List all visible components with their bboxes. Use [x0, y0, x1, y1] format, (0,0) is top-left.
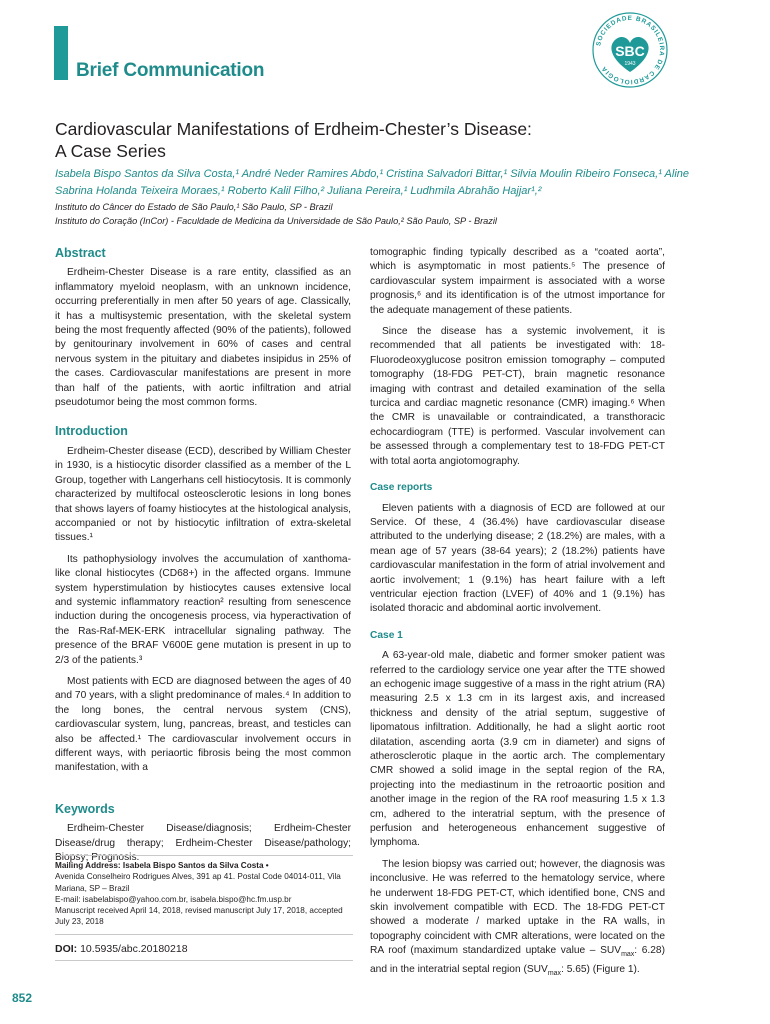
page-number: 852 — [12, 991, 33, 1005]
case-1-text-c: : 5.65) (Figure 1). — [561, 963, 640, 975]
introduction-heading: Introduction — [55, 424, 128, 439]
case-1-heading: Case 1 — [370, 629, 403, 641]
left-column — [55, 246, 351, 872]
investigation-paragraph: Since the disease has a systemic involvement, it is recommended that all patients be investigated with: 18-Fluorodeoxyglucose positron emission tomography – computed tomography (18-FDG PET-CT), brain magnetic resonance imaging with contrast and detailed examination of the sella turcica and cardiac magnetic resonance (CMR) imaging.⁶ When the CMR is unavailable or contraindicated, a transthoracic echocardiogram (TTE) is performed. Vascular involvement can be assessed through a complementary test to 18-FDG PET-CT with total aorta angiotomography. — [370, 326, 665, 467]
suv-subscript-2: max — [547, 969, 562, 977]
correspondence-box — [55, 855, 353, 928]
right-column — [370, 246, 665, 988]
keywords-text: Erdheim-Chester Disease/diagnosis; Erdheim-Chester Disease/drug therapy; Erdheim-Chester Disease/pathology; Biopsy; Prognosis. — [55, 823, 351, 864]
doi-label: DOI: — [55, 943, 78, 955]
case-reports-text: Eleven patients with a diagnosis of ECD are followed at our Service. Of these, 4 (36.4%) have cardiovascular disease attributed to the underlying disease; 2 (18.2%) are males, with a mean age of 57 years (38-64 years); 2 (18.2%) patients have cardiovascular manifestation in the form of atrial involvement and aortic involvement; 1 (9.1%) has heart failure with a left ventricular ejection fraction (LVEF) of 40% and 1 (9.1%) has isolated thoracic and abdominal aortic involvement. — [370, 502, 665, 615]
title-line-1: Cardiovascular Manifestations of Erdheim-Chester’s Disease: — [55, 119, 532, 139]
intro-paragraph-3: Most patients with ECD are diagnosed between the ages of 40 and 70 years, with a slight predominance of males.⁴ In addition to the long bones, the central nervous system (CNS), cardiovascular system, lung, pancreas, breast, and testicles can also be affected.¹ The cardiovascular involvement occurs in different ways, with periaortic fibrosis being the most common manifestation, with a — [55, 675, 351, 774]
logo-year: 1943 — [624, 61, 636, 67]
affiliations — [55, 200, 720, 228]
intro-paragraph-2: Its pathophysiology involves the accumulation of xanthoma-like clonal histiocytes (CD68+) in the affected organs. Immune system hyperstimulation by histiocytes causes extensive local and systemic inflammatory reaction² resulting from senescence induction during the oncogenesis process, via hyperactivation of the Ras-Raf-MEK-ERK intracellular signaling pathway. The presence of the BRAF V600E gene mutation is present in up to 2/3 of the patients.³ — [55, 553, 351, 666]
section-accent-bar — [54, 26, 68, 80]
section-label: Brief Communication — [76, 60, 265, 81]
intro-paragraph-1: Erdheim-Chester disease (ECD), described by William Chester in 1930, is a histiocytic disorder classified as a member of the L Group, together with Langerhans cell histiocytosis. It is commonly characterized by multifocal osteosclerotic lesions in long bones that shows layers of foamy histiocytes at the histological analysis, accompanied or not by histiocytic infiltration of extra-skeletal tissues.¹ — [55, 445, 351, 544]
author-list: Isabela Bispo Santos da Silva Costa,¹ André Neder Ramires Abdo,¹ Cristina Salvadori Bittar,¹ Silvia Moulin Ribeiro Fonseca,¹ Aline Sabrina Holanda Teixeira Moraes,¹ Roberto Kalil Filho,² Juliana Pereira,¹ Ludhmila Abrahão Hajjar¹,² — [55, 168, 690, 197]
correspondence-address: Avenida Conselheiro Rodrigues Alves, 391 ap 41. Postal Code 04014-011, Vila Mariana, SP – Brazil — [55, 872, 341, 893]
title-line-2: A Case Series — [55, 141, 166, 161]
doi-divider — [55, 960, 353, 961]
suv-subscript-1: max — [621, 951, 635, 959]
intro-continued-paragraph: tomographic finding typically described as a “coated aorta”, which is asymptomatic in most patients.⁵ The presence of cardiovascular system impairment is associated with a worse prognosis,⁶ and its identification is of the utmost importance for the adequate management of these patients. — [370, 247, 665, 316]
affiliation-1: Instituto do Câncer do Estado de São Paulo,¹ São Paulo, SP - Brazil — [55, 202, 333, 212]
doi-value[interactable]: 10.5935/abc.20180218 — [80, 943, 188, 955]
sbc-logo — [590, 10, 670, 90]
article-title — [55, 118, 715, 162]
case-1-paragraph-1: A 63-year-old male, diabetic and former smoker patient was referred to the cardiology service one year after the TTE showed an echogenic image suggestive of a mass in the right atrium (RA) measuring 2.5 x 1.3 cm in its largest axis, and increased thickness and density of the atrial septum, suggestive of lipomatous infiltration. Additionally, he had a slight aortic root dilatation, ascending aorta (3.9 cm in diameter) and signs of atherosclerotic plaque in the aortic arch. The complementary CMR showed a solid image in the septal region of the RA, projecting into the mediastinum in the retroaortic position and another image in the region of the RA roof measuring 1.5 x 1.3 cm, adhered to the interatrial septum, with the presence of perfusion and heterogeneous enhancement suggestive of lymphoma. — [370, 650, 666, 849]
affiliation-2: Instituto do Coração (InCor) - Faculdade de Medicina da Universidade de São Paulo,² São Paulo, SP - Brazil — [55, 216, 497, 226]
case-1-text-b: : 6.28) and in the interatrial septal region (SUV — [370, 945, 665, 975]
keywords-heading: Keywords — [55, 801, 115, 816]
correspondence-title: Mailing Address: Isabela Bispo Santos da Silva Costa • — [55, 861, 269, 870]
abstract-heading: Abstract — [55, 246, 106, 260]
case-reports-heading: Case reports — [370, 482, 433, 494]
logo-center-text: SBC — [615, 43, 645, 59]
abstract-text: Erdheim-Chester Disease is a rare entity, classified as an inflammatory myeloid neoplasm, with an unknown incidence, occurring preferentially in men after 50 years of age. Classically, it has a multisystemic presentation, with the skeletal system being the most frequently affected (90% of the patients), followed by genitourinary involvement in 60% of cases and central nervous system in the pituitary and diabetes insipidus in 25% of the cases. Cardiovascular manifestations are present in more than half of the patients, with aortic infiltration and atrial pseudotumor being the most common forms. — [55, 267, 351, 409]
case-1-text-a: The lesion biopsy was carried out; however, the diagnosis was inconclusive. He was referred to the hematology service, where he underwent 18-FDG PET-CT, which identified bone, CNS and skin involvement compatible with ECD. The 18-FDG PET-CT showed a moderate / marked uptake in the RA walls, in topography coincident with CMR alterations, were located on the RA roof (maximum standardized uptake value – SUV — [370, 858, 665, 957]
manuscript-dates: Manuscript received April 14, 2018, revised manuscript July 17, 2018, accepted July 23, 2018 — [55, 906, 343, 927]
doi-line — [55, 934, 353, 955]
case-1-paragraph-2 — [370, 858, 665, 981]
logo-ring-text: SOCIEDADE BRASILEIRA DE CARDIOLOGIA — [595, 14, 666, 86]
correspondence-email: E-mail: isabelabispo@yahoo.com.br, isabela.bispo@hc.fm.usp.br — [55, 894, 292, 904]
